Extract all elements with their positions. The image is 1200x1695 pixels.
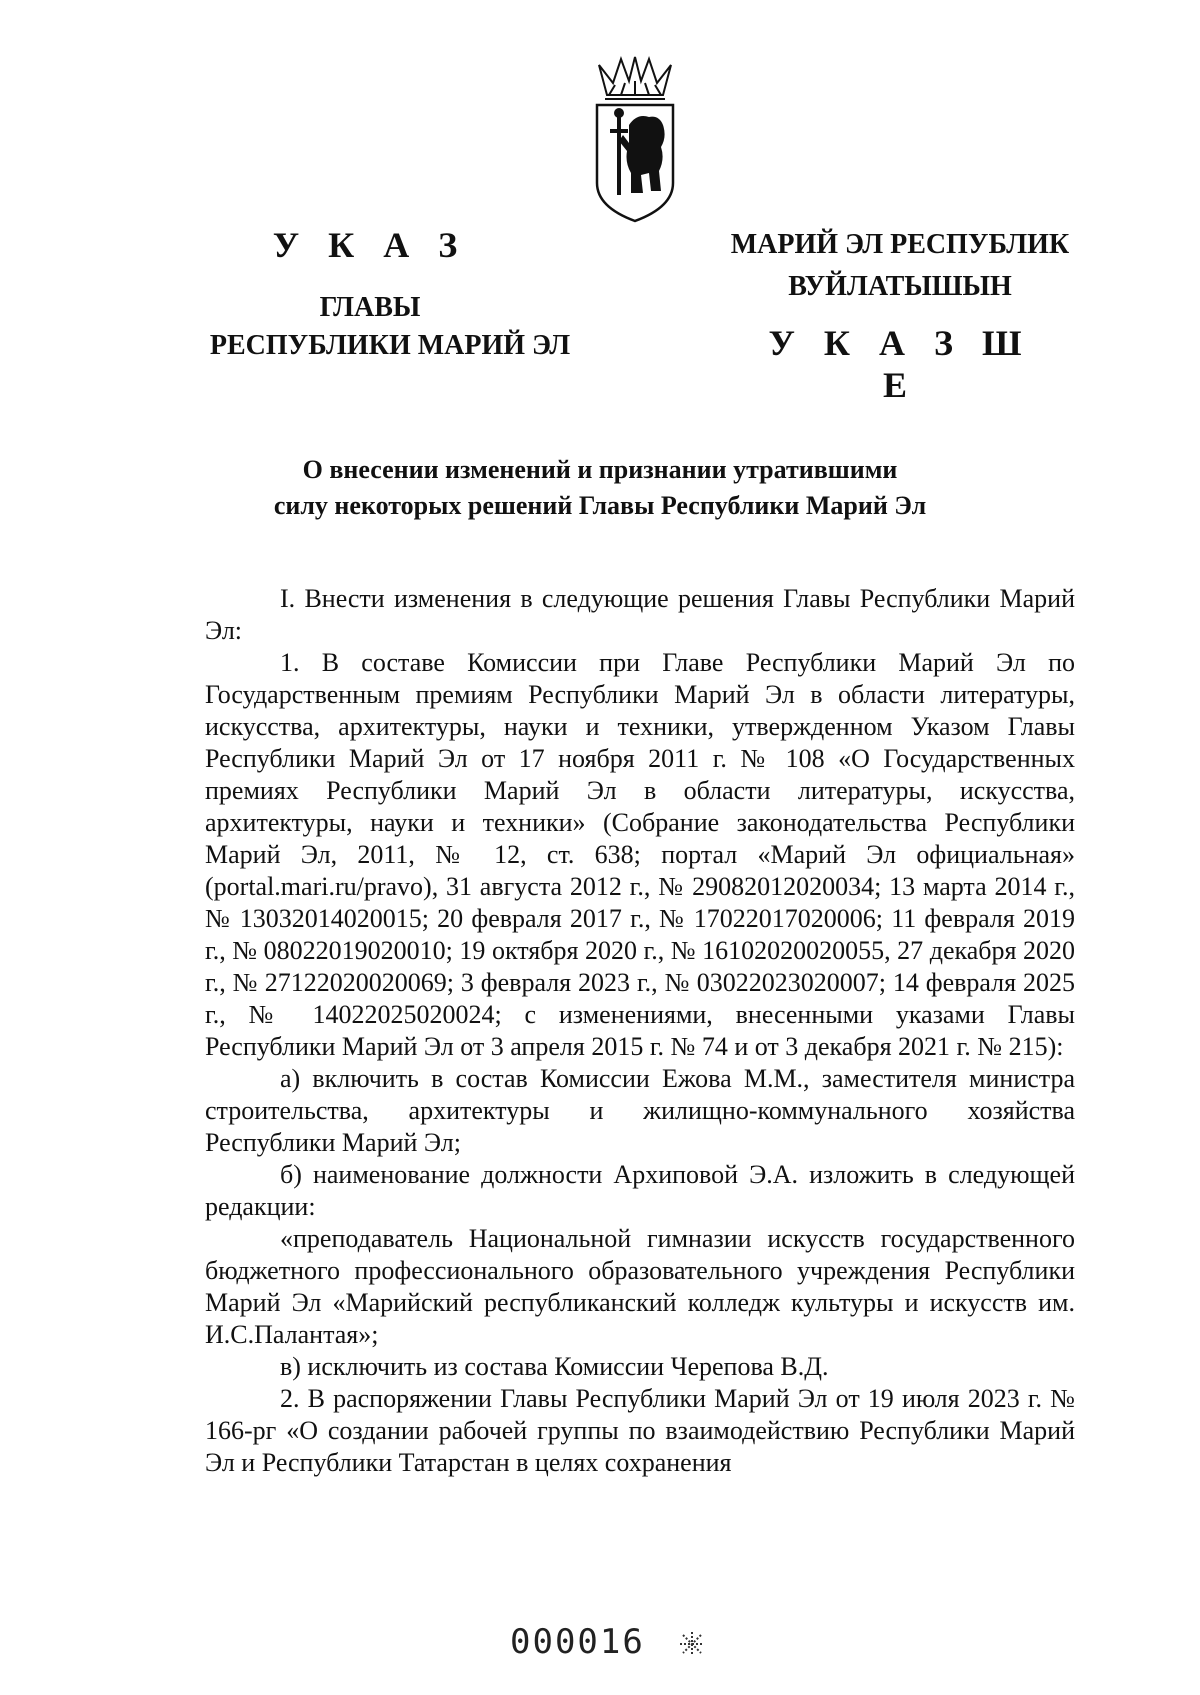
paragraph-section-1: I. Внести изменения в следующие решения Главы Республики Марий Эл:: [205, 584, 1075, 645]
paragraph-subitem-a: а) включить в состав Комиссии Ежова М.М., заместителя министра строительства, архитектуры и жилищно-коммунального хозяйства Республики Марий Эл;: [205, 1064, 1075, 1157]
issuer-line1-mari: МАРИЙ ЭЛ РЕСПУБЛИК: [730, 229, 1070, 260]
paragraph-item-1: 1. В составе Комиссии при Главе Республики Марий Эл по Государственным премиям Республики Марий Эл в области литературы, искусства, архитектуры, науки и техники, утвержденном Указом Главы Республики Марий Эл от 17 ноября 2011 г. № 108 «О Государственных премиях Республики Марий Эл в области литературы, искусства, архитектуры, науки и техники» (Собрание законодательства Республики Марий Эл, 2011, № 12, ст. 638; портал «Марий Эл официальная» (portal.mari.ru/pravo), 31 августа 2012 г., № 29082012020034; 13 марта 2014 г., № 13032014020015; 20 февраля 2017 г., № 17022017020006; 11 февраля 2019 г., № 08022019020010; 19 октября 2020 г., № 16102020020055, 27 декабря 2020 г., № 27122020020069; 3 февраля 2023 г., № 03022023020007; 14 февраля 2025 г., № 14022025020024; с изменениями, внесенными указами Главы Республики Марий Эл от 3 апреля 2015 г. № 74 и от 3 декабря 2021 г. № 215):: [205, 648, 1075, 1061]
issuer-line2-mari: ВУЙЛАТЫШЫН: [788, 271, 1012, 302]
asterisk-mark-icon: [678, 1630, 706, 1658]
paragraph-quote: «преподаватель Национальной гимназии искусств государственного бюджетного профессионального образовательного учреждения Республики Марий Эл «Марийский республиканский колледж культуры и искусств им. И.С.Палантая»;: [205, 1224, 1075, 1349]
decree-title-mari: У К А З Ш Е: [768, 323, 1032, 405]
document-title: [180, 452, 1020, 524]
paragraph-subitem-b: б) наименование должности Архиповой Э.А. изложить в следующей редакции:: [205, 1160, 1075, 1221]
coat-of-arms-emblem: [585, 55, 685, 225]
issuer-line2-ru: РЕСПУБЛИКИ МАРИЙ ЭЛ: [209, 330, 571, 361]
title-line1: О внесении изменений и признании утратившими: [302, 455, 898, 484]
serial-number: 000016: [510, 1622, 645, 1662]
paragraph-item-2: 2. В распоряжении Главы Республики Марий Эл от 19 июля 2023 г. № 166-рг «О создании рабочей группы по взаимодействию Республики Марий Эл и Республики Татарстан в целях сохранения: [205, 1384, 1075, 1477]
issuer-mari: [690, 224, 1110, 308]
issuer-line1-ru: ГЛАВЫ: [319, 292, 421, 323]
decree-title-ru: У К А З: [272, 225, 468, 265]
paragraph-subitem-c: в) исключить из состава Комиссии Черепова В.Д.: [280, 1352, 829, 1381]
document-body: [205, 583, 1075, 1479]
title-line2: силу некоторых решений Главы Республики Марий Эл: [273, 491, 927, 520]
crown-icon: [599, 57, 671, 99]
